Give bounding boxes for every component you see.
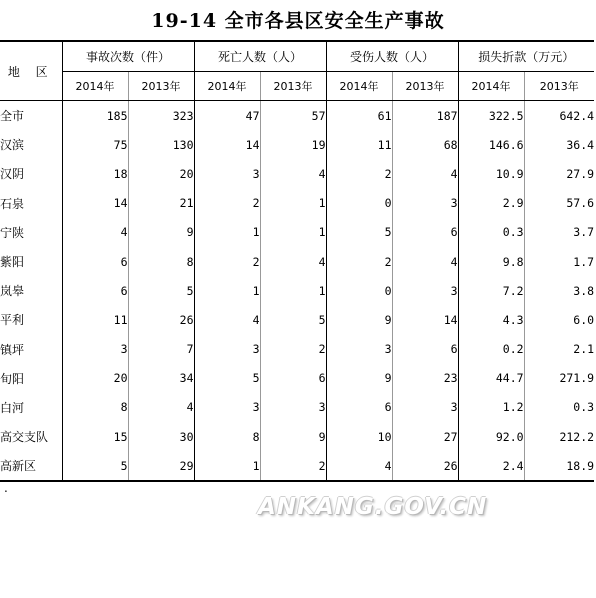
value-cell: 5 [326,218,392,247]
value-cell: 187 [392,101,458,131]
value-cell: 146.6 [458,130,524,159]
value-cell: 9.8 [458,247,524,276]
value-cell: 6 [260,364,326,393]
region-name-cell: 平利 [0,313,25,328]
value-cell: 44.7 [458,364,524,393]
value-cell: 15 [62,422,128,451]
value-cell: 2.4 [458,451,524,481]
value-cell: 3 [392,276,458,305]
value-cell: 68 [392,130,458,159]
value-cell: 3.8 [524,276,594,305]
value-cell: 7.2 [458,276,524,305]
value-cell: 2 [326,159,392,188]
value-cell: 11 [62,305,128,334]
value-cell: 642.4 [524,101,594,131]
value-cell: 6 [326,393,392,422]
value-cell: 6 [392,335,458,364]
region-name-cell: 镇坪 [0,342,25,357]
value-cell: 5 [260,305,326,334]
value-cell: 57.6 [524,189,594,218]
value-cell: 27 [392,422,458,451]
year-header: 2013年 [524,72,594,101]
value-cell: 18.9 [524,451,594,481]
value-cell: 27.9 [524,159,594,188]
value-cell: 10.9 [458,159,524,188]
value-cell: 61 [326,101,392,131]
value-cell: 3 [326,335,392,364]
year-header: 2014年 [194,72,260,101]
value-cell: 212.2 [524,422,594,451]
injuries-header: 受伤人数（人） [326,41,458,72]
table-row [0,422,594,451]
value-cell: 2 [260,335,326,364]
value-cell: 0.2 [458,335,524,364]
value-cell: 1 [194,276,260,305]
value-cell: 3 [194,393,260,422]
site-watermark: ANKANG.GOV.CN [258,494,488,520]
table-row [0,393,594,422]
value-cell: 18 [62,159,128,188]
value-cell: 4 [260,247,326,276]
value-cell: 1.2 [458,393,524,422]
region-name-cell: 汉阴 [0,167,25,182]
value-cell: 36.4 [524,130,594,159]
value-cell: 3 [260,393,326,422]
year-header: 2013年 [260,72,326,101]
value-cell: 3 [62,335,128,364]
year-header: 2014年 [458,72,524,101]
value-cell: 26 [128,305,194,334]
table-row [0,101,594,131]
value-cell: 14 [194,130,260,159]
value-cell: 3 [392,393,458,422]
value-cell: 4 [392,247,458,276]
value-cell: 8 [62,393,128,422]
table-row [0,218,594,247]
value-cell: 0 [326,276,392,305]
value-cell: 323 [128,101,194,131]
value-cell: 2 [194,189,260,218]
value-cell: 75 [62,130,128,159]
accident-statistics-table [0,40,594,482]
value-cell: 2.1 [524,335,594,364]
value-cell: 14 [392,305,458,334]
value-cell: 4 [194,305,260,334]
value-cell: 185 [62,101,128,131]
region-name-cell: 汉滨 [0,138,25,153]
value-cell: 6 [62,247,128,276]
table-row [0,335,594,364]
value-cell: 5 [128,276,194,305]
table-row [0,305,594,334]
year-header: 2014年 [326,72,392,101]
value-cell: 4 [62,218,128,247]
value-cell: 9 [326,305,392,334]
value-cell: 4 [128,393,194,422]
value-cell: 20 [128,159,194,188]
value-cell: 29 [128,451,194,481]
accident-count-header: 事故次数（件） [62,41,194,72]
value-cell: 1 [260,276,326,305]
value-cell: 0.3 [524,393,594,422]
year-header: 2013年 [128,72,194,101]
region-name-cell: 旬阳 [0,371,25,386]
footnote-mark: . [4,481,8,495]
value-cell: 9 [260,422,326,451]
value-cell: 3 [392,189,458,218]
value-cell: 10 [326,422,392,451]
value-cell: 5 [62,451,128,481]
table-row [0,130,594,159]
region-name-cell: 高交支队 [0,430,49,445]
region-name-cell: 白河 [0,400,25,415]
value-cell: 4.3 [458,305,524,334]
value-cell: 4 [326,451,392,481]
value-cell: 9 [326,364,392,393]
deaths-header: 死亡人数（人） [194,41,326,72]
value-cell: 0.3 [458,218,524,247]
value-cell: 3 [194,335,260,364]
table-row [0,247,594,276]
year-header: 2014年 [62,72,128,101]
table-row [0,189,594,218]
value-cell: 2.9 [458,189,524,218]
region-name-cell: 高新区 [0,451,62,481]
value-cell: 8 [128,247,194,276]
value-cell: 1.7 [524,247,594,276]
value-cell: 14 [62,189,128,218]
region-name-cell: 紫阳 [0,255,25,270]
value-cell: 2 [326,247,392,276]
value-cell: 8 [194,422,260,451]
value-cell: 0 [326,189,392,218]
value-cell: 1 [194,451,260,481]
value-cell: 47 [194,101,260,131]
value-cell: 3 [194,159,260,188]
value-cell: 11 [326,130,392,159]
value-cell: 30 [128,422,194,451]
value-cell: 6 [392,218,458,247]
region-name-cell: 宁陕 [0,225,25,240]
value-cell: 21 [128,189,194,218]
value-cell: 9 [128,218,194,247]
value-cell: 19 [260,130,326,159]
value-cell: 1 [260,218,326,247]
value-cell: 92.0 [458,422,524,451]
table-row [0,276,594,305]
value-cell: 322.5 [458,101,524,131]
table-row [0,451,594,481]
value-cell: 2 [194,247,260,276]
value-cell: 34 [128,364,194,393]
value-cell: 6.0 [524,305,594,334]
value-cell: 26 [392,451,458,481]
table-title: 19-14 全市各县区安全生产事故 [151,10,445,32]
region-column-header: 地 区 [0,41,62,101]
year-header: 2013年 [392,72,458,101]
value-cell: 7 [128,335,194,364]
value-cell: 23 [392,364,458,393]
value-cell: 4 [392,159,458,188]
value-cell: 4 [260,159,326,188]
value-cell: 6 [62,276,128,305]
loss-header: 损失折款（万元） [458,41,594,72]
value-cell: 5 [194,364,260,393]
value-cell: 3.7 [524,218,594,247]
value-cell: 57 [260,101,326,131]
table-row [0,159,594,188]
value-cell: 20 [62,364,128,393]
region-name-cell: 全市 [0,109,25,124]
region-name-cell: 岚皋 [0,284,25,299]
value-cell: 271.9 [524,364,594,393]
table-body [0,101,594,482]
value-cell: 1 [260,189,326,218]
value-cell: 130 [128,130,194,159]
table-row [0,364,594,393]
value-cell: 2 [260,451,326,481]
region-name-cell: 石泉 [0,196,25,211]
value-cell: 1 [194,218,260,247]
